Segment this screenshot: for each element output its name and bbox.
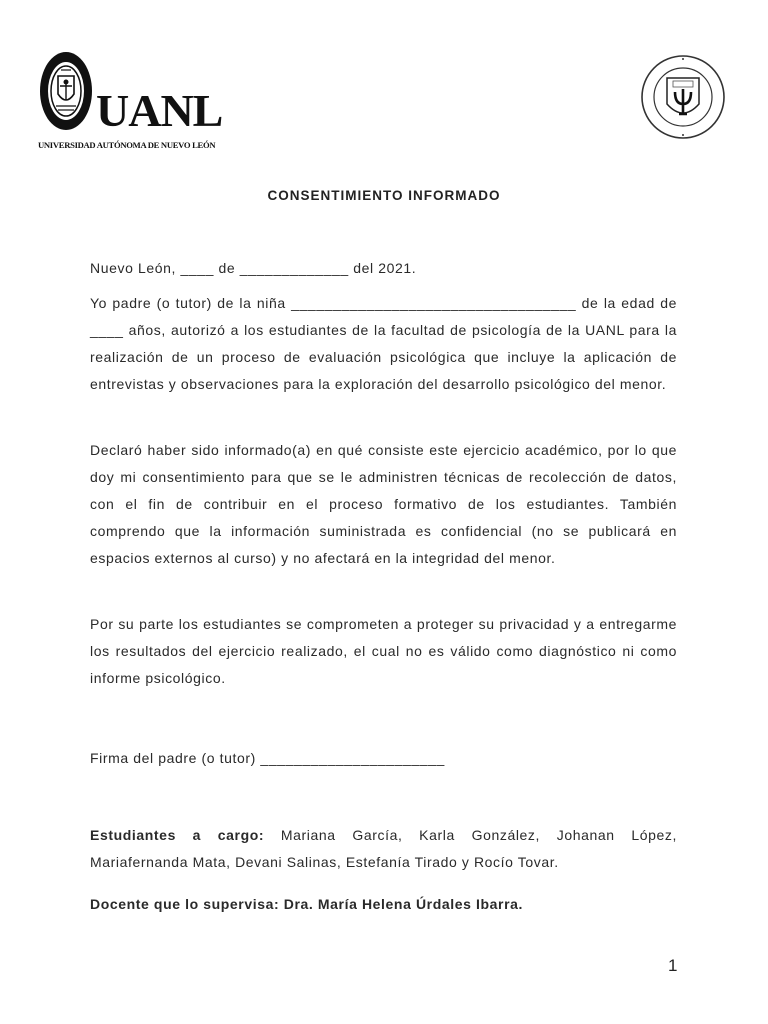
consent-paragraph-2: Declaró haber sido informado(a) en qué consiste este ejercicio académico, por lo que doy mi consentimiento para que se le administren técnicas de recolección de datos, con el fin de contribuir en el proceso formativo de los estudiantes. También comprendo que la información suministrada es confidencial (no se publicará en espacios externos al curso) y no afectará en la integridad del menor. [90,442,677,566]
students-label: Estudiantes a cargo: [90,827,265,843]
consent-paragraph-1: Yo padre (o tutor) de la niña __________________________________ de la edad de ____ años, autorizó a los estudiantes de la facultad de psicología de la UANL para la realización de un proceso de evaluación psicológica que incluye la aplicación de entrevistas y observaciones para la exploración del desarrollo psicológico del menor. [90,295,677,392]
page-number: 1 [668,956,678,975]
uanl-wordmark: UANL [96,85,223,136]
date-line: Nuevo León, ____ de _____________ del 2021. [90,260,417,276]
uanl-seal-icon [38,50,94,132]
supervisor-line: Docente que lo supervisa: Dra. María Helena Úrdales Ibarra. [90,896,523,912]
students-section [90,822,677,876]
uanl-logo [38,50,223,155]
document-title: CONSENTIMIENTO INFORMADO [267,188,501,203]
students-names: Mariana García, Karla González, Johanan López, Mariafernanda Mata, Devani Salinas, Estefanía Tirado y Rocío Tovar. [90,827,677,870]
psychology-faculty-seal-icon [640,54,726,140]
university-name: UNIVERSIDAD AUTÓNOMA DE NUEVO LEÓN [38,140,216,150]
consent-paragraph-3: Por su parte los estudiantes se comprometen a proteger su privacidad y a entregarme los resultados del ejercicio realizado, el cual no es válido como diagnóstico ni como informe psicológico. [90,616,677,686]
signature-line: Firma del padre (o tutor) ______________________ [90,750,445,766]
